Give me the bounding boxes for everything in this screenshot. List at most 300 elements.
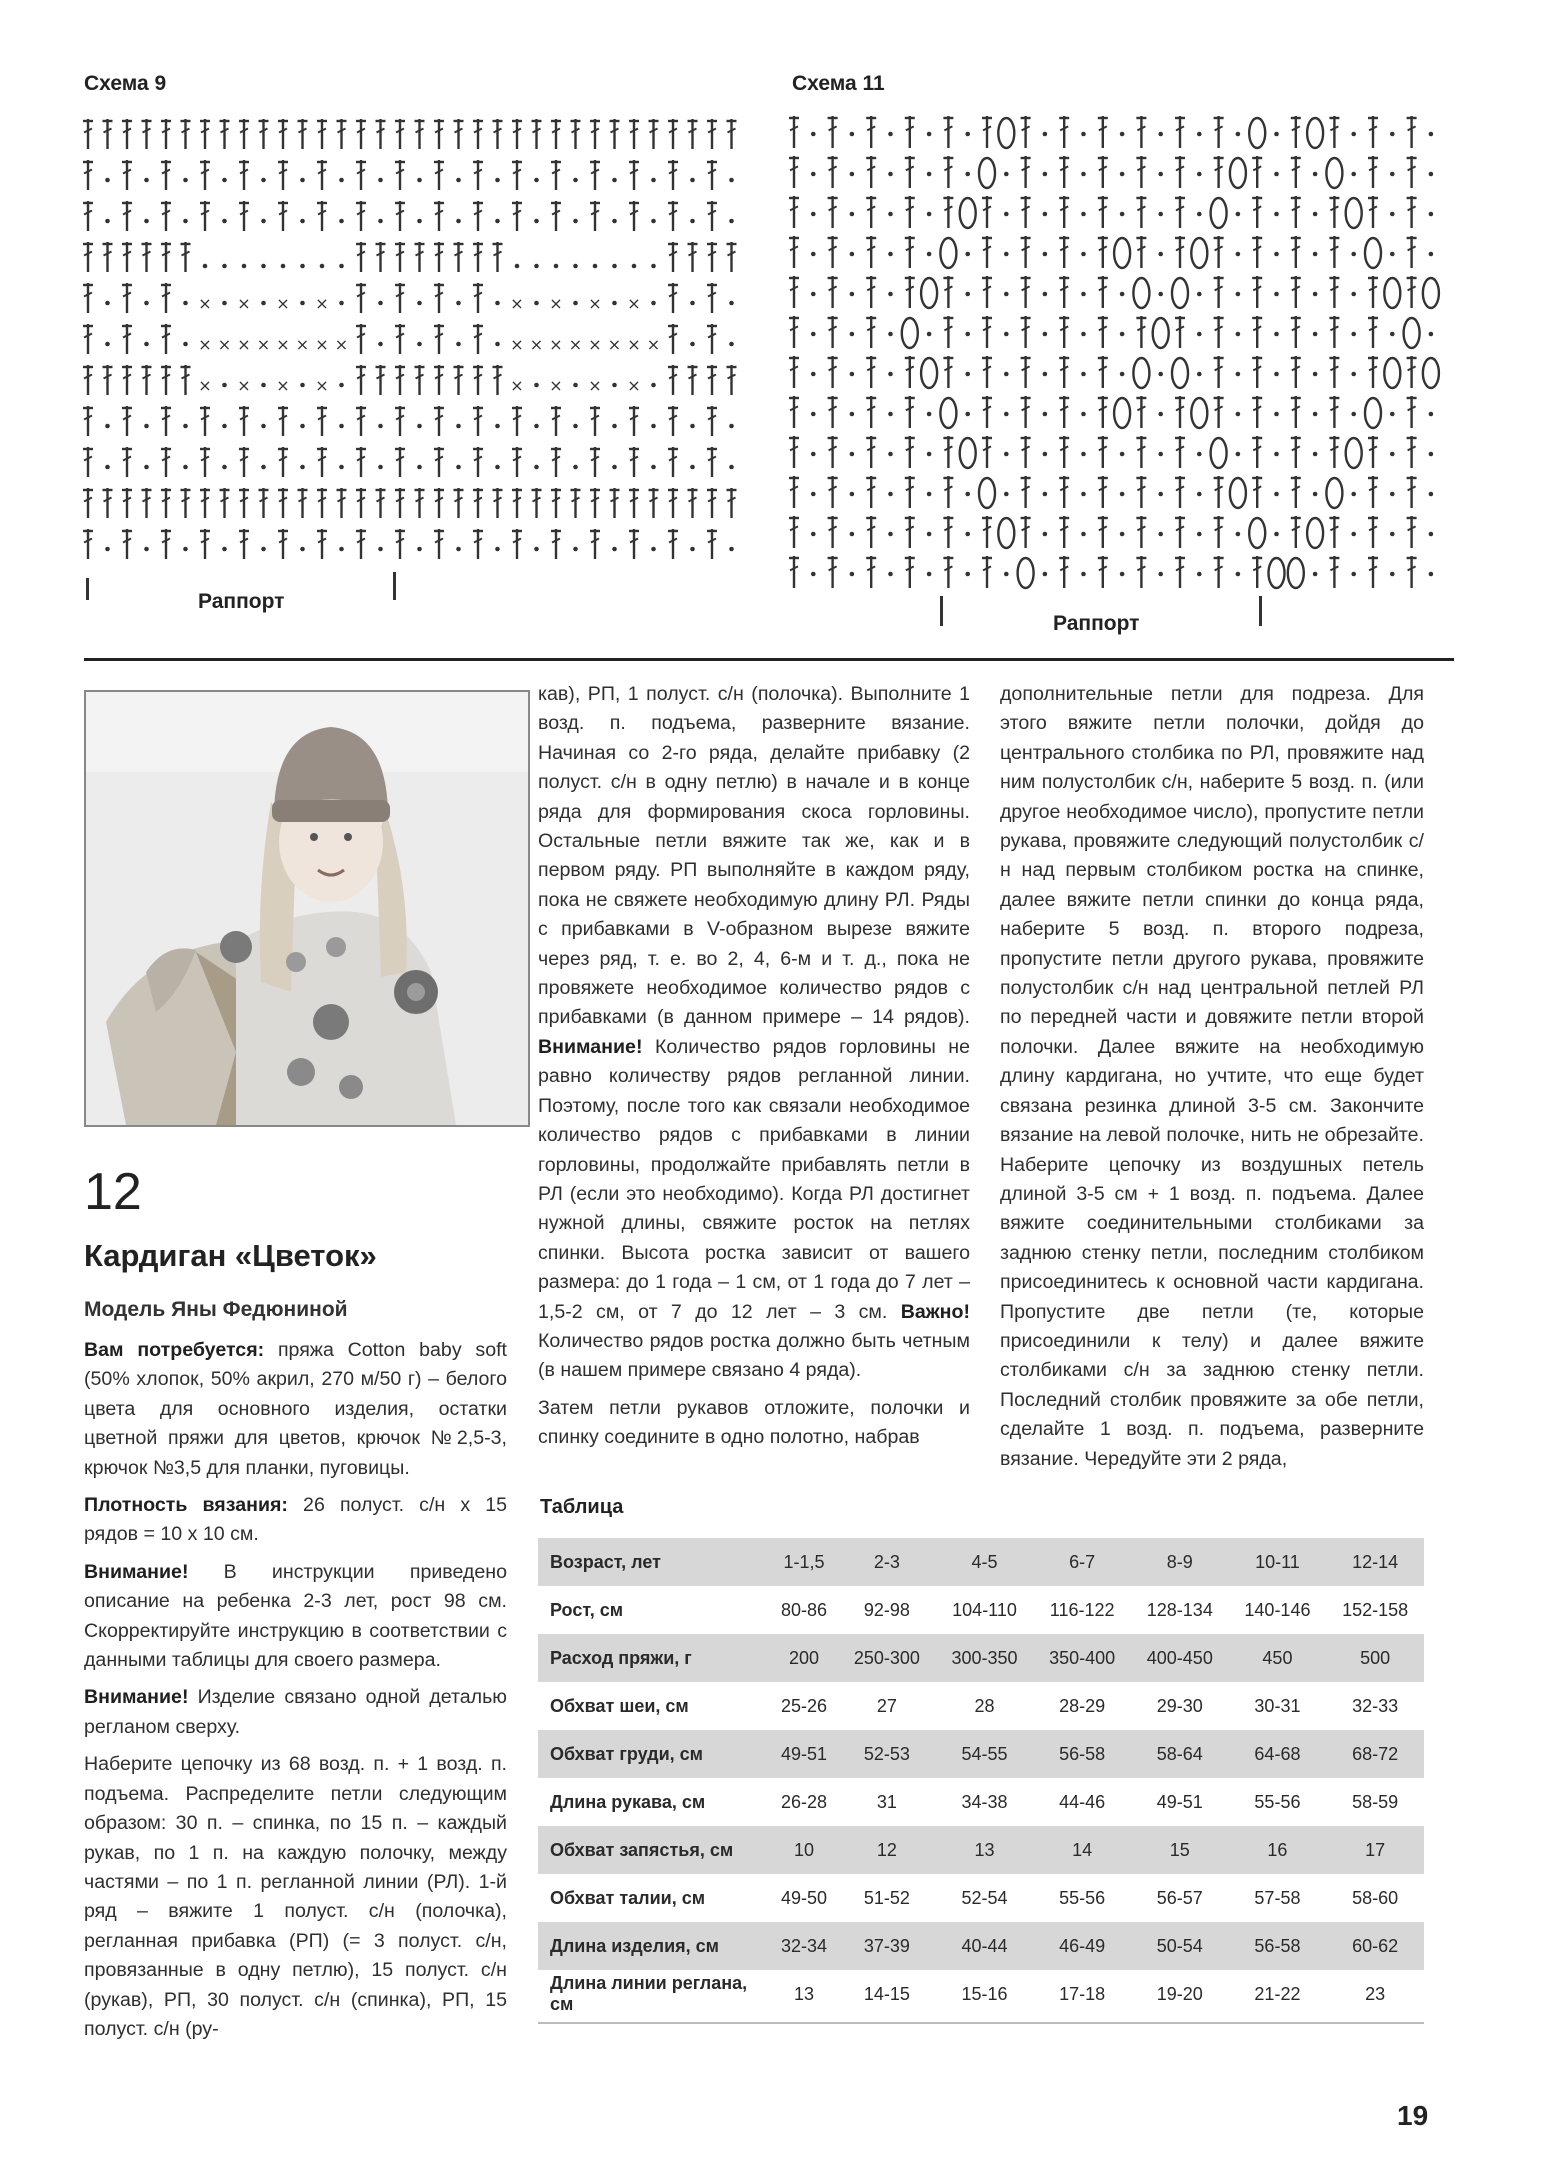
chain-stitch-dot [1004, 412, 1009, 417]
chain-stitch-dot [534, 301, 539, 306]
table-bottom-rule [538, 2022, 1424, 2024]
double-crochet-symbol [181, 488, 191, 518]
double-crochet-symbol [512, 119, 522, 149]
puff-stitch-symbol [1211, 198, 1227, 228]
double-crochet-symbol [493, 119, 503, 149]
double-crochet-symbol [1291, 436, 1301, 468]
double-crochet-symbol [122, 447, 132, 477]
chain-stitch-dot [850, 412, 855, 417]
double-crochet-symbol [1407, 396, 1417, 428]
puff-stitch-symbol [1191, 398, 1207, 428]
double-crochet-symbol [122, 406, 132, 436]
chain-stitch-dot [495, 301, 500, 306]
materials-paragraph [84, 1336, 507, 1483]
schema9-title: Схема 9 [84, 72, 167, 95]
double-crochet-symbol [1136, 436, 1146, 468]
double-crochet-symbol [629, 406, 639, 436]
double-crochet-symbol [239, 160, 249, 190]
double-crochet-symbol [1021, 316, 1031, 348]
chain-stitch-dot [1274, 252, 1279, 257]
double-crochet-symbol [83, 119, 93, 149]
chain-stitch-dot [1351, 252, 1356, 257]
double-crochet-symbol [1252, 436, 1262, 468]
chain-stitch-dot [1351, 332, 1356, 337]
chain-stitch-dot [261, 424, 266, 429]
double-crochet-symbol [1291, 356, 1301, 388]
chain-stitch-dot [690, 342, 695, 347]
chain-stitch-dot [1313, 332, 1318, 337]
double-crochet-symbol [688, 365, 698, 395]
double-crochet-symbol [943, 116, 953, 148]
double-crochet-symbol [590, 406, 600, 436]
double-crochet-symbol [866, 356, 876, 388]
chain-stitch-dot [811, 252, 816, 257]
single-crochet-symbol: × [315, 376, 329, 395]
table-cell: 104-110 [952, 1599, 1017, 1620]
chain-stitch-dot [203, 264, 208, 269]
double-crochet-symbol [83, 242, 93, 272]
double-crochet-symbol [1059, 476, 1069, 508]
chain-stitch-dot [144, 178, 149, 183]
chain-stitch-dot [339, 383, 344, 388]
double-crochet-symbol [1136, 516, 1146, 548]
double-crochet-symbol [1136, 556, 1146, 588]
double-crochet-symbol [239, 488, 249, 518]
chain-stitch-dot [1429, 572, 1434, 577]
double-crochet-symbol [982, 356, 992, 388]
chain-stitch-dot [965, 292, 970, 297]
double-crochet-symbol [707, 242, 717, 272]
chain-stitch-dot [729, 547, 734, 552]
double-crochet-symbol [142, 365, 152, 395]
chain-stitch-dot [850, 332, 855, 337]
double-crochet-symbol [1059, 396, 1069, 428]
chain-stitch-dot [534, 465, 539, 470]
important-label: Важно! [900, 1300, 970, 1323]
double-crochet-symbol [590, 119, 600, 149]
double-crochet-symbol [161, 242, 171, 272]
double-crochet-symbol [454, 119, 464, 149]
table-cell: 44-46 [1059, 1791, 1106, 1812]
chain-stitch-dot [927, 412, 932, 417]
chain-stitch-dot [183, 342, 188, 347]
table-cell: 29-30 [1156, 1695, 1203, 1716]
double-crochet-symbol [200, 447, 210, 477]
double-crochet-symbol [259, 488, 269, 518]
double-crochet-symbol [727, 365, 737, 395]
double-crochet-symbol [376, 119, 386, 149]
table-cell: 34-38 [961, 1791, 1008, 1812]
single-crochet-symbol: × [588, 294, 602, 313]
double-crochet-symbol [434, 201, 444, 231]
chain-stitch-dot [1043, 452, 1048, 457]
chain-stitch-dot [612, 264, 617, 269]
chain-stitch-dot [339, 424, 344, 429]
chain-stitch-dot [612, 219, 617, 224]
attention1-label: Внимание! [84, 1560, 189, 1583]
table-row [538, 1634, 1424, 1682]
double-crochet-symbol [434, 242, 444, 272]
chain-stitch-dot [1197, 172, 1202, 177]
double-crochet-symbol [122, 160, 132, 190]
double-crochet-symbol [83, 529, 93, 559]
chain-stitch-dot [1081, 212, 1086, 217]
puff-stitch-symbol [902, 318, 918, 348]
size-table [538, 1538, 1424, 2018]
table-cell: 450 [1229, 1634, 1327, 1682]
chain-stitch-dot [1197, 492, 1202, 497]
double-crochet-symbol [512, 406, 522, 436]
double-crochet-symbol [551, 119, 561, 149]
double-crochet-symbol [122, 324, 132, 354]
double-crochet-symbol [395, 242, 405, 272]
chain-stitch-dot [1004, 332, 1009, 337]
double-crochet-symbol [982, 516, 992, 548]
double-crochet-symbol [905, 276, 915, 308]
double-crochet-symbol [1175, 156, 1185, 188]
chain-stitch-dot [1429, 132, 1434, 137]
double-crochet-symbol [161, 447, 171, 477]
puff-stitch-symbol [960, 198, 976, 228]
table-cell: 55-56 [1059, 1887, 1106, 1908]
table-row-label: Обхват талии, см [550, 1887, 706, 1908]
table-cell: 30-31 [1254, 1695, 1301, 1716]
double-crochet-symbol [278, 529, 288, 559]
double-crochet-symbol [629, 447, 639, 477]
double-crochet-symbol [473, 160, 483, 190]
double-crochet-symbol [982, 116, 992, 148]
schema11-title: Схема 11 [792, 72, 885, 95]
chain-stitch-dot [261, 264, 266, 269]
double-crochet-symbol [590, 160, 600, 190]
chain-stitch-dot [1313, 572, 1318, 577]
chain-stitch-dot [1390, 212, 1395, 217]
double-crochet-symbol [610, 119, 620, 149]
single-crochet-symbol: × [276, 335, 290, 354]
attention1-paragraph [84, 1558, 507, 1676]
double-crochet-symbol [161, 119, 171, 149]
double-crochet-symbol [1059, 116, 1069, 148]
double-crochet-symbol [493, 365, 503, 395]
double-crochet-symbol [789, 396, 799, 428]
single-crochet-symbol: × [295, 335, 310, 354]
chain-stitch-dot [183, 219, 188, 224]
chain-stitch-dot [1120, 572, 1125, 577]
double-crochet-symbol [727, 242, 737, 272]
chain-stitch-dot [1120, 292, 1125, 297]
chain-stitch-dot [850, 252, 855, 257]
table-cell: 55-56 [1254, 1791, 1301, 1812]
puff-stitch-symbol [998, 518, 1014, 548]
puff-stitch-symbol [1133, 278, 1149, 308]
double-crochet-symbol [590, 488, 600, 518]
double-crochet-symbol [866, 116, 876, 148]
table-cell: 10 [770, 1826, 838, 1874]
table-cell: 116-122 [1049, 1599, 1115, 1620]
chain-stitch-dot [1313, 292, 1318, 297]
schema11-rapport-label: Раппорт [1053, 612, 1140, 635]
chain-stitch-dot [456, 465, 461, 470]
double-crochet-symbol [943, 156, 953, 188]
double-crochet-symbol [668, 488, 678, 518]
double-crochet-symbol [473, 488, 483, 518]
chain-stitch-dot [1158, 252, 1163, 257]
chain-stitch-dot [1429, 532, 1434, 537]
double-crochet-symbol [103, 365, 113, 395]
double-crochet-symbol [1059, 196, 1069, 228]
double-crochet-symbol [551, 529, 561, 559]
chain-stitch-dot [1274, 532, 1279, 537]
chain-stitch-dot [105, 424, 110, 429]
double-crochet-symbol [356, 365, 366, 395]
chain-stitch-dot [378, 342, 383, 347]
chain-stitch-dot [105, 301, 110, 306]
double-crochet-symbol [1252, 476, 1262, 508]
chain-stitch-dot [417, 547, 422, 552]
puff-stitch-symbol [1211, 438, 1227, 468]
double-crochet-symbol [707, 406, 717, 436]
schema11-rapport-right-marker [1259, 596, 1262, 626]
double-crochet-symbol [1136, 196, 1146, 228]
chain-stitch-dot [1236, 292, 1241, 297]
table-cell: 54-55 [936, 1730, 1034, 1778]
double-crochet-symbol [982, 276, 992, 308]
puff-stitch-symbol [979, 158, 995, 188]
chain-stitch-dot [888, 132, 893, 137]
double-crochet-symbol [1291, 236, 1301, 268]
double-crochet-symbol [1407, 436, 1417, 468]
chain-stitch-dot [1236, 212, 1241, 217]
double-crochet-symbol [473, 242, 483, 272]
double-crochet-symbol [161, 529, 171, 559]
double-crochet-symbol [1368, 556, 1378, 588]
table-cell: 68-72 [1326, 1730, 1424, 1778]
double-crochet-symbol [1291, 196, 1301, 228]
double-crochet-symbol [317, 406, 327, 436]
double-crochet-symbol [395, 283, 405, 313]
puff-stitch-symbol [998, 118, 1014, 148]
table-row-label: Длина линии реглана, см [550, 1973, 748, 2014]
puff-stitch-symbol [1404, 318, 1420, 348]
double-crochet-symbol [789, 276, 799, 308]
chain-stitch-dot [456, 178, 461, 183]
double-crochet-symbol [454, 365, 464, 395]
model-author: Модель Яны Федюниной [84, 1298, 348, 1321]
chain-stitch-dot [888, 172, 893, 177]
double-crochet-symbol [473, 324, 483, 354]
chain-stitch-dot [927, 132, 932, 137]
chain-stitch-dot [378, 465, 383, 470]
chain-stitch-dot [1158, 172, 1163, 177]
chain-stitch-dot [593, 264, 598, 269]
single-crochet-symbol: × [198, 294, 212, 313]
chain-stitch-dot [300, 547, 305, 552]
chain-stitch-dot [690, 219, 695, 224]
model-photo [84, 690, 530, 1127]
chain-stitch-dot [888, 332, 893, 337]
double-crochet-symbol [1291, 116, 1301, 148]
table-cell: 49-51 [770, 1730, 838, 1778]
chain-stitch-dot [965, 132, 970, 137]
chain-stitch-dot [888, 572, 893, 577]
chain-stitch-dot [850, 172, 855, 177]
puff-stitch-symbol [1269, 558, 1285, 588]
puff-stitch-symbol [1384, 358, 1400, 388]
chain-stitch-dot [1004, 452, 1009, 457]
chain-stitch-dot [1120, 452, 1125, 457]
chain-stitch-dot [1197, 212, 1202, 217]
double-crochet-symbol [493, 242, 503, 272]
chain-stitch-dot [1390, 572, 1395, 577]
table-cell: 17-18 [1059, 1983, 1106, 2004]
table-cell: 13 [794, 1983, 815, 2004]
middle-paragraph [538, 680, 970, 1386]
table-cell: 250-300 [838, 1634, 936, 1682]
double-crochet-symbol [356, 201, 366, 231]
table-title: Таблица [540, 1496, 624, 1518]
chain-stitch-dot [1043, 292, 1048, 297]
chain-stitch-dot [1081, 332, 1086, 337]
table-cell: 15-16 [961, 1983, 1008, 2004]
double-crochet-symbol [1368, 516, 1378, 548]
single-crochet-symbol: × [334, 335, 349, 354]
double-crochet-symbol [376, 242, 386, 272]
density-text: 26 полуст. с/н x 15 рядов = 10 x 10 см. [84, 1494, 508, 1546]
double-crochet-symbol [1214, 116, 1224, 148]
single-crochet-symbol: × [510, 376, 524, 395]
double-crochet-symbol [590, 447, 600, 477]
chain-stitch-dot [965, 332, 970, 337]
double-crochet-symbol [707, 529, 717, 559]
double-crochet-symbol [828, 356, 838, 388]
double-crochet-symbol [473, 119, 483, 149]
double-crochet-symbol [122, 119, 132, 149]
chain-stitch-dot [242, 264, 247, 269]
table-cell: 16 [1229, 1826, 1327, 1874]
chain-stitch-dot [573, 219, 578, 224]
chain-stitch-dot [1274, 212, 1279, 217]
double-crochet-symbol [1059, 516, 1069, 548]
double-crochet-symbol [905, 196, 915, 228]
chain-stitch-dot [1043, 212, 1048, 217]
double-crochet-symbol [356, 406, 366, 436]
chain-stitch-dot [1043, 412, 1048, 417]
double-crochet-symbol [943, 476, 953, 508]
double-crochet-symbol [356, 242, 366, 272]
chain-stitch-dot [495, 547, 500, 552]
puff-stitch-symbol [940, 238, 956, 268]
double-crochet-symbol [1098, 116, 1108, 148]
double-crochet-symbol [1175, 516, 1185, 548]
double-crochet-symbol [1136, 156, 1146, 188]
double-crochet-symbol [122, 529, 132, 559]
double-crochet-symbol [1021, 236, 1031, 268]
table-cell: 31 [876, 1791, 897, 1812]
chain-stitch-dot [417, 424, 422, 429]
double-crochet-symbol [1098, 356, 1108, 388]
double-crochet-symbol [1368, 316, 1378, 348]
table-row [538, 1682, 1424, 1730]
chain-stitch-dot [1351, 372, 1356, 377]
chain-stitch-dot [690, 424, 695, 429]
double-crochet-symbol [434, 488, 444, 518]
table-cell: 58-60 [1352, 1887, 1399, 1908]
schema9-chart [78, 115, 758, 585]
chain-stitch-dot [811, 332, 816, 337]
puff-stitch-symbol [979, 478, 995, 508]
double-crochet-symbol [356, 488, 366, 518]
puff-stitch-symbol [1346, 438, 1362, 468]
double-crochet-symbol [1098, 436, 1108, 468]
chain-stitch-dot [1390, 172, 1395, 177]
chain-stitch-dot [1043, 492, 1048, 497]
attention3-label: Внимание! [538, 1035, 643, 1058]
schema11-chart [784, 112, 1454, 602]
double-crochet-symbol [512, 488, 522, 518]
puff-stitch-symbol [1365, 238, 1381, 268]
chain-stitch-dot [573, 547, 578, 552]
chain-stitch-dot [850, 492, 855, 497]
double-crochet-symbol [789, 196, 799, 228]
table-row [538, 1730, 1424, 1778]
double-crochet-symbol [395, 160, 405, 190]
chain-stitch-dot [927, 532, 932, 537]
double-crochet-symbol [905, 436, 915, 468]
double-crochet-symbol [532, 119, 542, 149]
double-crochet-symbol [789, 116, 799, 148]
chain-stitch-dot [1004, 572, 1009, 577]
double-crochet-symbol [590, 529, 600, 559]
double-crochet-symbol [828, 556, 838, 588]
double-crochet-symbol [789, 316, 799, 348]
chain-stitch-dot [573, 424, 578, 429]
table-row-label: Рост, см [550, 1599, 624, 1620]
chain-stitch-dot [888, 492, 893, 497]
chain-stitch-dot [1120, 332, 1125, 337]
table-cell: 92-98 [863, 1599, 910, 1620]
double-crochet-symbol [1136, 116, 1146, 148]
table-row-label: Длина изделия, см [538, 1922, 770, 1970]
double-crochet-symbol [1214, 276, 1224, 308]
double-crochet-symbol [83, 488, 93, 518]
chain-stitch-dot [1313, 212, 1318, 217]
double-crochet-symbol [1175, 476, 1185, 508]
double-crochet-symbol [707, 447, 717, 477]
double-crochet-symbol [239, 406, 249, 436]
double-crochet-symbol [239, 119, 249, 149]
chain-stitch-dot [183, 465, 188, 470]
double-crochet-symbol [415, 365, 425, 395]
double-crochet-symbol [1214, 316, 1224, 348]
chain-stitch-dot [456, 547, 461, 552]
double-crochet-symbol [1329, 436, 1339, 468]
model-title: Кардиган «Цветок» [84, 1238, 377, 1273]
double-crochet-symbol [1214, 356, 1224, 388]
left-column [84, 1336, 507, 2052]
double-crochet-symbol [1021, 276, 1031, 308]
double-crochet-symbol [1329, 556, 1339, 588]
double-crochet-symbol [278, 160, 288, 190]
chain-stitch-dot [690, 178, 695, 183]
table-row [538, 1586, 1424, 1634]
double-crochet-symbol [1368, 156, 1378, 188]
chain-stitch-dot [1390, 252, 1395, 257]
table-cell: 40-44 [936, 1922, 1034, 1970]
double-crochet-symbol [434, 406, 444, 436]
chain-stitch-dot [1274, 492, 1279, 497]
puff-stitch-symbol [960, 438, 976, 468]
single-crochet-symbol: × [198, 376, 212, 395]
